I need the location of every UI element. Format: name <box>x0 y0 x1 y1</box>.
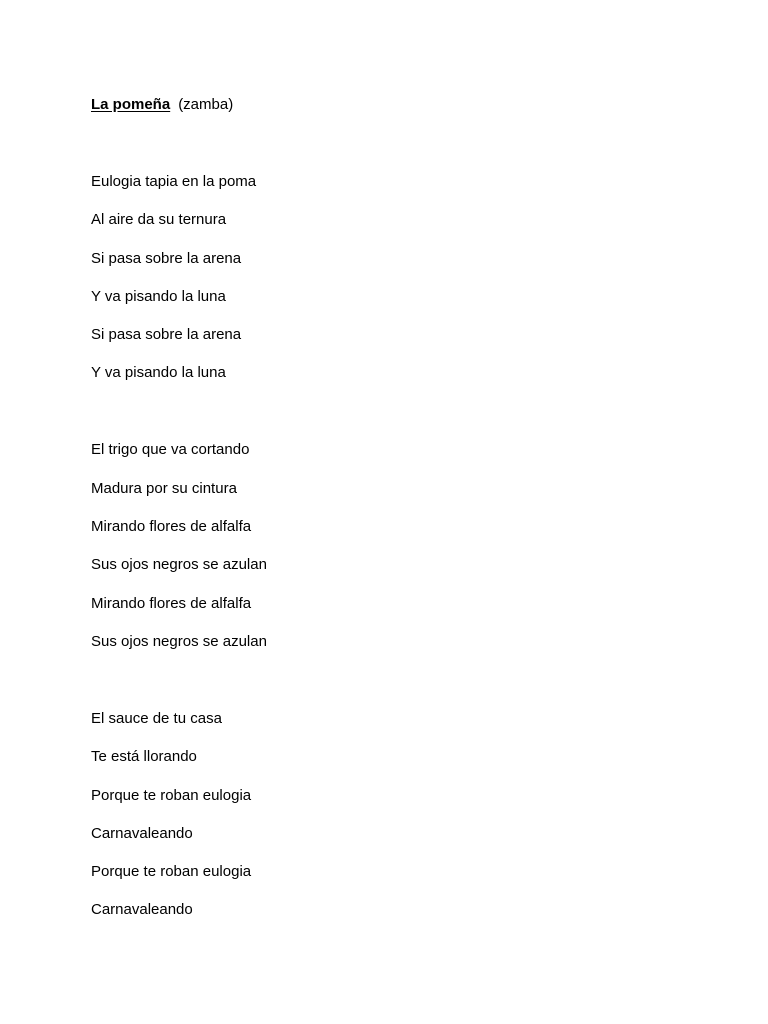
stanza-1 <box>91 170 691 385</box>
lyric-line: Si pasa sobre la arena <box>91 249 242 267</box>
lyric-line: Porque te roban eulogia <box>91 863 252 881</box>
lyric-line: Y va pisando la luna <box>91 364 226 382</box>
song-title: La pomeña <box>91 96 171 113</box>
song-lyrics <box>91 93 691 922</box>
lyric-line: Eulogia tapia en la poma <box>91 173 257 190</box>
lyric-line: El sauce de tu casa <box>91 709 222 727</box>
song-genre: (zamba) <box>178 96 234 113</box>
lyric-line: Y va pisando la luna <box>91 287 226 305</box>
lyric-line: Carnavaleando <box>91 901 193 919</box>
lyric-line: Te está llorando <box>91 748 197 766</box>
lyric-line: Mirando flores de alfalfa <box>91 594 252 612</box>
lyric-line: El trigo que va cortando <box>91 441 250 459</box>
lyric-line: Sus ojos negros se azulan <box>91 632 267 650</box>
lyric-line: Carnavaleando <box>91 824 193 842</box>
stanza-2 <box>91 438 691 653</box>
title-line <box>91 93 691 117</box>
lyric-line: Porque te roban eulogia <box>91 786 252 804</box>
lyric-line: Mirando flores de alfalfa <box>91 518 252 536</box>
lyric-line: Madura por su cintura <box>91 479 237 497</box>
lyric-line: Si pasa sobre la arena <box>91 326 242 344</box>
lyric-line: Sus ojos negros se azulan <box>91 556 267 574</box>
lyric-line: Al aire da su ternura <box>91 211 227 229</box>
stanza-3 <box>91 707 691 922</box>
